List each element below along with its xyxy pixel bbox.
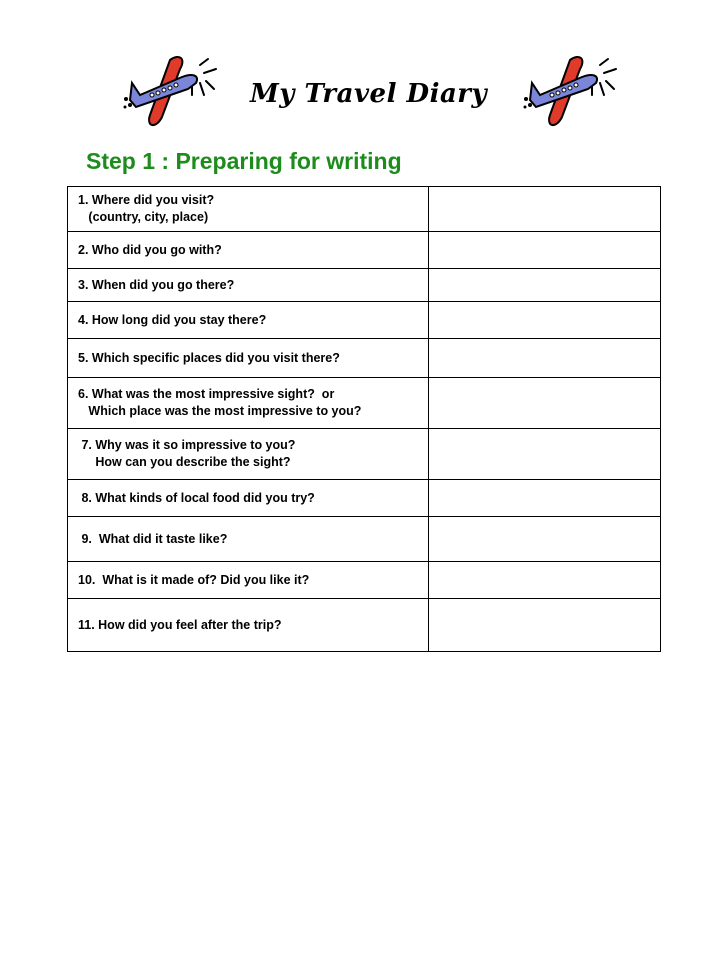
step-title: Step 1 : Preparing for writing xyxy=(86,148,402,174)
table-row xyxy=(68,599,661,652)
question-text: 4. How long did you stay there? xyxy=(78,312,267,327)
question-cell xyxy=(68,517,429,562)
question-cell xyxy=(68,269,429,302)
answer-cell[interactable] xyxy=(428,517,660,562)
answer-cell[interactable] xyxy=(428,339,660,378)
question-cell xyxy=(68,187,429,232)
question-cell xyxy=(68,232,429,269)
question-text: 9. What did it taste like? xyxy=(78,531,228,546)
answer-cell[interactable] xyxy=(428,302,660,339)
table-row xyxy=(68,232,661,269)
question-table xyxy=(67,186,661,652)
airplane-icon xyxy=(522,55,622,130)
question-text: 11. How did you feel after the trip? xyxy=(78,617,282,632)
table-row xyxy=(68,302,661,339)
question-text: 1. Where did you visit? (country, city, place) xyxy=(78,193,215,224)
question-cell xyxy=(68,429,429,480)
question-text: 7. Why was it so impressive to you? How can you describe the sight? xyxy=(81,438,296,469)
table-row xyxy=(68,480,661,517)
table-row xyxy=(68,429,661,480)
table-row xyxy=(68,378,661,429)
question-cell xyxy=(68,339,429,378)
answer-cell[interactable] xyxy=(428,562,660,599)
answer-cell[interactable] xyxy=(428,269,660,302)
airplane-icon xyxy=(122,55,222,130)
question-cell xyxy=(68,480,429,517)
answer-cell[interactable] xyxy=(428,232,660,269)
question-cell xyxy=(68,302,429,339)
header xyxy=(0,55,720,135)
table-row xyxy=(68,562,661,599)
diary-title: My Travel Diary xyxy=(250,79,488,109)
question-text: 5. Which specific places did you visit there? xyxy=(78,350,340,365)
answer-cell[interactable] xyxy=(428,480,660,517)
table-row xyxy=(68,269,661,302)
answer-cell[interactable] xyxy=(428,187,660,232)
question-cell xyxy=(68,378,429,429)
answer-cell[interactable] xyxy=(428,429,660,480)
question-cell xyxy=(68,599,429,652)
table-row xyxy=(68,517,661,562)
question-text: 8. What kinds of local food did you try? xyxy=(78,490,315,505)
table-row xyxy=(68,339,661,378)
question-text: 6. What was the most impressive sight? or Which place was the most impressive to you? xyxy=(78,387,362,418)
answer-cell[interactable] xyxy=(428,378,660,429)
question-cell xyxy=(68,562,429,599)
question-text: 2. Who did you go with? xyxy=(78,242,222,257)
table-row xyxy=(68,187,661,232)
answer-cell[interactable] xyxy=(428,599,660,652)
question-text: 10. What is it made of? Did you like it? xyxy=(78,572,310,587)
question-text: 3. When did you go there? xyxy=(78,277,235,292)
